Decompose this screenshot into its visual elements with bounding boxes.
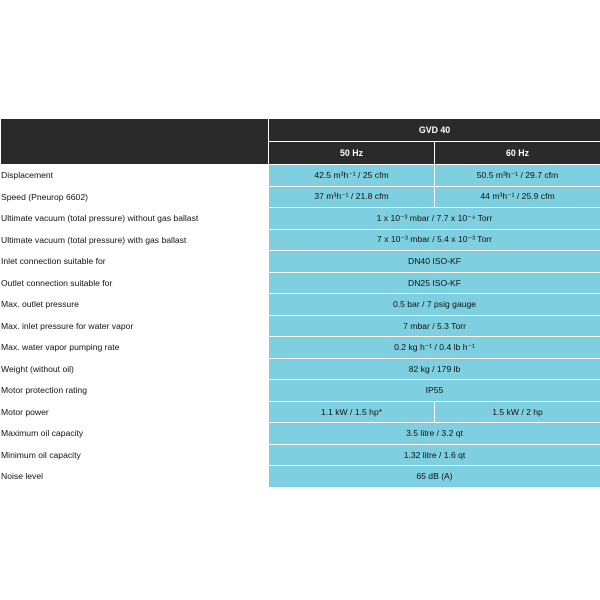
- header-blank-cell: [1, 119, 269, 165]
- table-row: [1, 294, 600, 316]
- specifications-table: [0, 118, 600, 488]
- table-row: [1, 423, 600, 445]
- row-label: Ultimate vacuum (total pressure) without gas ballast: [1, 208, 269, 230]
- row-value-combined: 7 x 10⁻³ mbar / 5.4 x 10⁻³ Torr: [269, 229, 600, 251]
- row-value-50hz: 1.1 kW / 1.5 hp*: [269, 401, 435, 423]
- table-header: [1, 119, 600, 165]
- table-row: [1, 466, 600, 488]
- header-frequency-50hz: 50 Hz: [269, 142, 435, 165]
- row-value-combined: DN40 ISO-KF: [269, 251, 600, 273]
- row-label: Inlet connection suitable for: [1, 251, 269, 273]
- row-value-50hz: 42.5 m³h⁻¹ / 25 cfm: [269, 165, 435, 187]
- table-row: [1, 401, 600, 423]
- row-label: Ultimate vacuum (total pressure) with gas ballast: [1, 229, 269, 251]
- table-row: [1, 229, 600, 251]
- table-row: [1, 315, 600, 337]
- table-row: [1, 358, 600, 380]
- row-label: Motor protection rating: [1, 380, 269, 402]
- row-label: Minimum oil capacity: [1, 444, 269, 466]
- header-frequency-60hz: 60 Hz: [435, 142, 600, 165]
- header-model-name: GVD 40: [269, 119, 600, 142]
- row-value-combined: 0.5 bar / 7 psig gauge: [269, 294, 600, 316]
- table-row: [1, 444, 600, 466]
- row-value-combined: 0.2 kg h⁻¹ / 0.4 lb h⁻¹: [269, 337, 600, 359]
- row-value-combined: 7 mbar / 5.3 Torr: [269, 315, 600, 337]
- row-value-combined: 82 kg / 179 lb: [269, 358, 600, 380]
- row-label: Maximum oil capacity: [1, 423, 269, 445]
- row-label: Outlet connection suitable for: [1, 272, 269, 294]
- row-value-60hz: 50.5 m³h⁻¹ / 29.7 cfm: [435, 165, 600, 187]
- row-value-60hz: 44 m³h⁻¹ / 25.9 cfm: [435, 186, 600, 208]
- row-label: Max. inlet pressure for water vapor: [1, 315, 269, 337]
- row-value-combined: 3.5 litre / 3.2 qt: [269, 423, 600, 445]
- table-header-row-model: [1, 119, 600, 142]
- table-body: [1, 165, 600, 488]
- row-label: Noise level: [1, 466, 269, 488]
- table-row: [1, 208, 600, 230]
- row-value-combined: 65 dB (A): [269, 466, 600, 488]
- table-row: [1, 337, 600, 359]
- row-label: Max. water vapor pumping rate: [1, 337, 269, 359]
- table-row: [1, 380, 600, 402]
- row-value-60hz: 1.5 kW / 2 hp: [435, 401, 600, 423]
- row-value-50hz: 37 m³h⁻¹ / 21.8 cfm: [269, 186, 435, 208]
- row-label: Max. outlet pressure: [1, 294, 269, 316]
- row-value-combined: 1.32 litre / 1.6 qt: [269, 444, 600, 466]
- table-row: [1, 186, 600, 208]
- row-value-combined: IP55: [269, 380, 600, 402]
- table-row: [1, 251, 600, 273]
- table-row: [1, 165, 600, 187]
- row-label: Speed (Pneurop 6602): [1, 186, 269, 208]
- row-label: Motor power: [1, 401, 269, 423]
- row-label: Weight (without oil): [1, 358, 269, 380]
- row-value-combined: 1 x 10⁻³ mbar / 7.7 x 10⁻⁴ Torr: [269, 208, 600, 230]
- row-label: Displacement: [1, 165, 269, 187]
- table-row: [1, 272, 600, 294]
- row-value-combined: DN25 ISO-KF: [269, 272, 600, 294]
